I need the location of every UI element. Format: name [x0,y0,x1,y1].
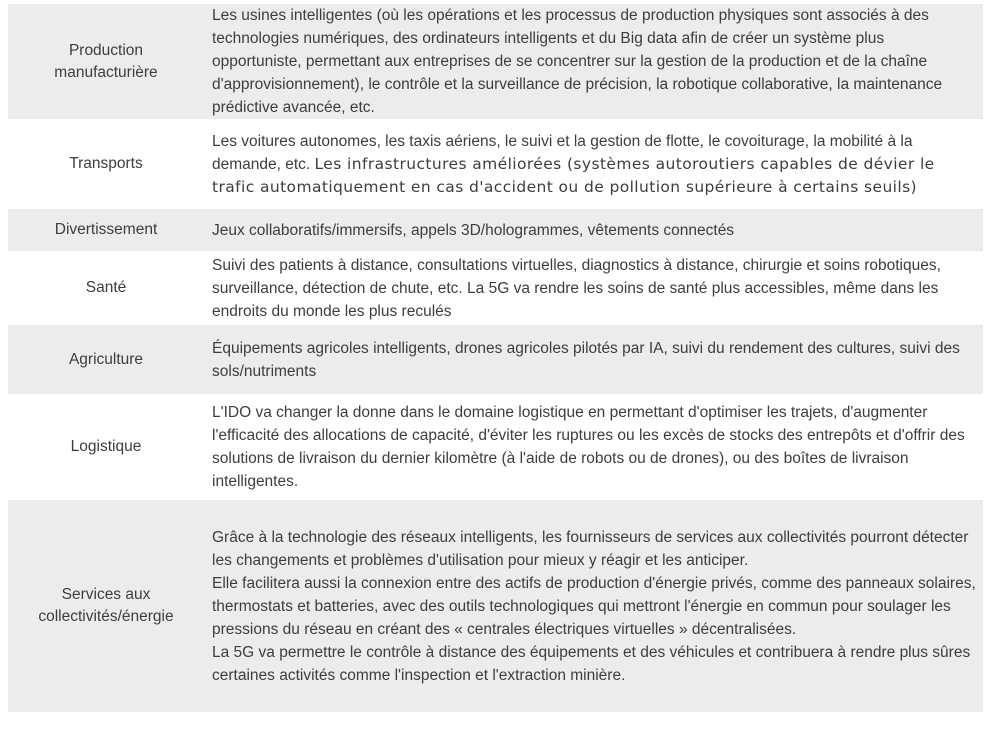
description-cell [204,253,983,323]
description-main: Les voitures autonomes, les taxis aériens, le suivi et la gestion de flotte, le covoiturage, la mobilité à la demande, etc. [212,132,913,173]
category-label: Santé [85,279,127,296]
description-paragraph: La 5G va permettre le contrôle à distance des équipements et des véhicules et contribuera à rendre plus sûres certaines activités comme l'inspection et l'extraction minière. [212,643,971,684]
description-text [212,130,977,199]
category-label: Production manufacturière [54,41,158,81]
category-cell [8,4,204,119]
table-row-sante [8,251,983,323]
description-paragraph: Elle facilitera aussi la connexion entre des actifs de production d'énergie privés, comme des panneaux solaires, thermostats et batteries, avec des outils technologiques qui mettront l'énergie en commun pour soulager les pressions du réseau en créant des « centrales électriques virtuelles » décentralisées. [212,574,976,638]
category-label: Logistique [70,438,142,455]
category-cell [8,121,204,207]
description-text: Les usines intelligentes (où les opérations et les processus de production physiques sont associés à des technologies numériques, des ordinateurs intelligents et du Big data afin de créer un système plus opportuniste, permettant aux entreprises de se concentrer sur la gestion de la production et de la chaîne d'approvisionnement), le contrôle et la surveillance de précision, la robotique collaborative, la maintenance prédictive avancée, etc. [212,7,943,116]
description-cell [204,396,983,498]
category-label: Agriculture [68,350,144,368]
description-cell [204,121,983,207]
category-cell [8,253,204,323]
table-row-production [8,4,983,119]
category-cell [8,396,204,498]
description-text: Suivi des patients à distance, consultations virtuelles, diagnostics à distance, chirurgie et soins robotiques, surveillance, détection de chute, etc. La 5G va rendre les soins de santé plus accessibles, même dans les endroits du monde les plus reculés [212,256,941,320]
description-text: L'IDO va changer la donne dans le domaine logistique en permettant d'optimiser les trajets, d'augmenter l'efficacité des allocations de capacité, d'éviter les ruptures ou les excès de stocks des entrepôts et d'offrir des solutions de livraison du dernier kilomètre (à l'aide de robots ou de drones), ou des boîtes de livraison intelligentes. [212,404,965,490]
category-label: Divertissement [54,221,158,238]
table-row-agriculture [8,323,983,394]
category-cell [8,500,204,712]
category-cell [8,209,204,251]
table-row-transports [8,119,983,207]
description-text: Équipements agricoles intelligents, drones agricoles pilotés par IA, suivi du rendement des cultures, suivi des sols/nutriments [212,339,960,380]
category-cell [8,325,204,394]
category-label: Services aux collectivités/énergie [38,586,174,625]
description-cell [204,325,983,394]
description-cell [204,4,983,119]
description-cell [204,500,983,712]
description-cell [204,209,983,251]
description-paragraph: Grâce à la technologie des réseaux intelligents, les fournisseurs de services aux collectivités pourront détecter les changements et problèmes d'utilisation pour mieux y réagir et les anticiper. [212,528,969,569]
description-extra: Les infrastructures améliorées (systèmes autoroutiers capables de dévier le trafic automatiquement en cas d'accident ou de pollution supérieure à certains seuils) [212,154,935,196]
table-row-logistique [8,394,983,498]
table-row-divertissement [8,207,983,251]
table-row-services-energie [8,498,983,712]
description-text: Jeux collaboratifs/immersifs, appels 3D/hologrammes, vêtements connectés [212,221,735,239]
sector-table [8,4,983,712]
category-label: Transports [69,155,143,172]
